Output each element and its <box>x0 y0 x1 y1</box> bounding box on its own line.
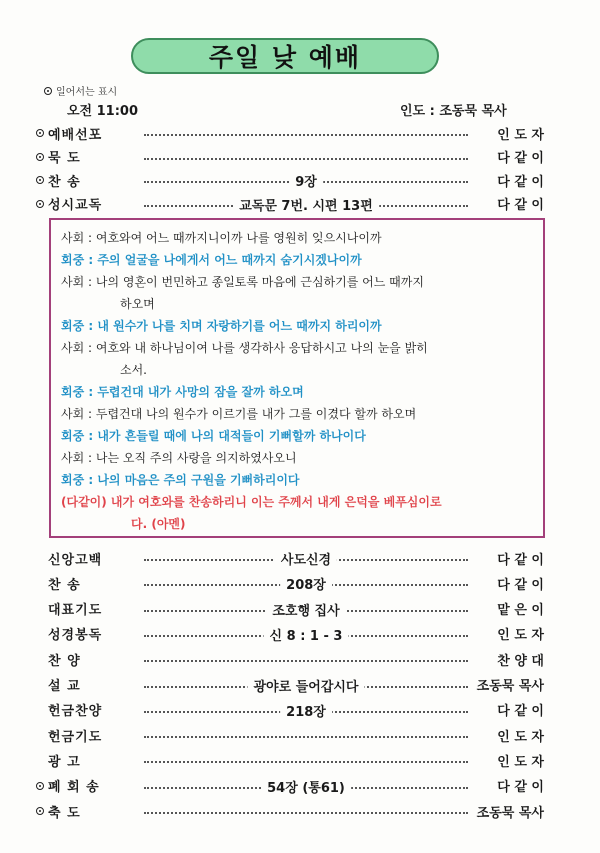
order-item-person: 다 같 이 <box>497 577 544 593</box>
dot-leader <box>140 194 472 214</box>
order-item-name: 광 고 <box>48 754 81 770</box>
order-item-person: 다 같 이 <box>497 552 544 568</box>
order-item-person: 다 같 이 <box>497 704 544 720</box>
dot-leader <box>140 147 472 167</box>
order-item-name: 헌금기도 <box>48 729 103 745</box>
dot-leader <box>140 725 472 745</box>
order-item-person: 다 같 이 <box>497 198 544 213</box>
dot-leader <box>140 801 472 821</box>
order-row <box>36 123 544 143</box>
order-row <box>36 801 544 821</box>
order-item-detail: 208장 <box>280 574 332 593</box>
standing-mark-icon <box>36 176 44 184</box>
order-item-detail: 신 8 : 1 - 3 <box>264 625 349 644</box>
order-row <box>36 147 544 167</box>
mark-slot <box>36 129 48 137</box>
reading-line: 사회 : 나의 영혼이 번민하고 종일토록 마음에 근심하기를 어느 때까지 <box>61 275 424 289</box>
page-title: 주일 낮 예배 <box>131 38 439 74</box>
order-item-person: 맡 은 이 <box>497 603 544 619</box>
service-leader: 인도 : 조동묵 목사 <box>400 104 507 119</box>
mark-slot <box>36 807 48 815</box>
mark-slot <box>36 153 48 161</box>
reading-line: 다. (아멘) <box>131 517 186 531</box>
order-item-name: 대표기도 <box>48 603 103 619</box>
dot-leader <box>140 776 472 796</box>
order-row <box>36 194 544 214</box>
order-item-name: 헌금찬양 <box>48 704 103 720</box>
order-row <box>36 725 544 745</box>
reading-line: 하오며 <box>120 297 155 311</box>
reading-line: 사회 : 두렵건대 나의 원수가 이르기를 내가 그를 이겼다 할까 하오며 <box>61 407 417 421</box>
standing-mark-icon <box>36 153 44 161</box>
order-item-person: 다 같 이 <box>497 151 544 166</box>
order-row <box>36 700 544 720</box>
responsive-reading <box>61 227 533 535</box>
responsive-reading-box <box>49 218 545 538</box>
order-item-detail: 조호행 집사 <box>266 600 345 619</box>
order-item-detail: 9장 <box>289 171 323 190</box>
order-row <box>36 750 544 770</box>
mark-slot <box>36 200 48 208</box>
order-item-person: 인 도 자 <box>497 127 544 143</box>
dot-leader <box>140 624 472 644</box>
reading-line: 사회 : 여호와여 어느 때까지니이까 나를 영원히 잊으시나이까 <box>61 231 382 245</box>
order-row <box>36 573 544 593</box>
reading-line: 회중 : 두렵건대 내가 사망의 잠을 잘까 하오며 <box>61 385 304 399</box>
dot-leader <box>140 675 472 695</box>
order-row <box>36 675 544 695</box>
order-item-person: 인 도 자 <box>497 754 544 770</box>
order-item-name: 설 교 <box>48 679 81 694</box>
order-row <box>36 776 544 796</box>
mark-slot <box>36 176 48 184</box>
order-item-name: 찬 송 <box>48 174 81 190</box>
dot-leader <box>140 649 472 669</box>
reading-line: 소서. <box>120 363 147 377</box>
order-row <box>36 548 544 568</box>
standing-mark-icon <box>44 87 52 95</box>
order-item-person: 찬 양 대 <box>497 653 544 669</box>
standing-mark-icon <box>36 807 44 815</box>
order-item-name: 신앙고백 <box>48 552 103 568</box>
standing-mark-icon <box>36 782 44 790</box>
order-item-name: 성시교독 <box>48 198 103 213</box>
order-item-detail: 광야로 들어갑시다 <box>248 676 365 695</box>
reading-line: (다같이) 내가 여호와를 찬송하리니 이는 주께서 내게 은덕을 베푸심이로 <box>61 495 442 509</box>
order-item-person: 인 도 자 <box>497 628 544 644</box>
reading-line: 회중 : 주의 얼굴을 나에게서 어느 때까지 숨기시겠나이까 <box>61 253 362 267</box>
reading-line: 회중 : 나의 마음은 주의 구원을 기뻐하리이다 <box>61 473 300 487</box>
order-row <box>36 624 544 644</box>
order-item-detail: 교독문 7번. 시편 13편 <box>233 195 379 214</box>
dot-leader <box>140 599 472 619</box>
reading-line: 회중 : 내 원수가 나를 치며 자랑하기를 어느 때까지 하리이까 <box>61 319 382 333</box>
dot-leader <box>140 750 472 770</box>
reading-line: 사회 : 나는 오직 주의 사랑을 의지하였사오니 <box>61 451 297 465</box>
order-row <box>36 170 544 190</box>
order-item-person: 조동묵 목사 <box>476 805 544 821</box>
legend <box>44 83 117 98</box>
order-item-person: 조동묵 목사 <box>476 679 544 694</box>
order-item-name: 묵 도 <box>48 151 81 166</box>
order-item-name: 예배선포 <box>48 127 103 143</box>
order-item-name: 축 도 <box>48 805 81 821</box>
order-item-detail: 54장 (통61) <box>261 777 351 796</box>
legend-text: 일어서는 표시 <box>56 87 118 98</box>
standing-mark-icon <box>36 129 44 137</box>
reading-line: 회중 : 내가 흔들릴 때에 나의 대적들이 기뻐할까 하나이다 <box>61 429 366 443</box>
dot-leader <box>140 573 472 593</box>
dot-leader <box>140 700 472 720</box>
order-item-name: 찬 송 <box>48 577 81 593</box>
order-item-detail: 사도신경 <box>275 549 337 568</box>
dot-leader <box>140 123 472 143</box>
order-item-name: 폐 회 송 <box>48 780 100 796</box>
order-item-person: 인 도 자 <box>497 729 544 745</box>
order-item-person: 다 같 이 <box>497 780 544 796</box>
order-item-person: 다 같 이 <box>497 174 544 190</box>
standing-mark-icon <box>36 200 44 208</box>
order-row <box>36 649 544 669</box>
mark-slot <box>36 782 48 790</box>
order-row <box>36 599 544 619</box>
order-item-name: 찬 양 <box>48 653 81 669</box>
reading-line: 사회 : 여호와 내 하나님이여 나를 생각하사 응답하시고 나의 눈을 밝히 <box>61 341 428 355</box>
dot-leader <box>140 548 472 568</box>
order-item-detail: 218장 <box>280 701 332 720</box>
order-item-name: 성경봉독 <box>48 628 103 644</box>
service-time: 오전 11:00 <box>67 104 139 119</box>
dot-leader <box>140 170 472 190</box>
